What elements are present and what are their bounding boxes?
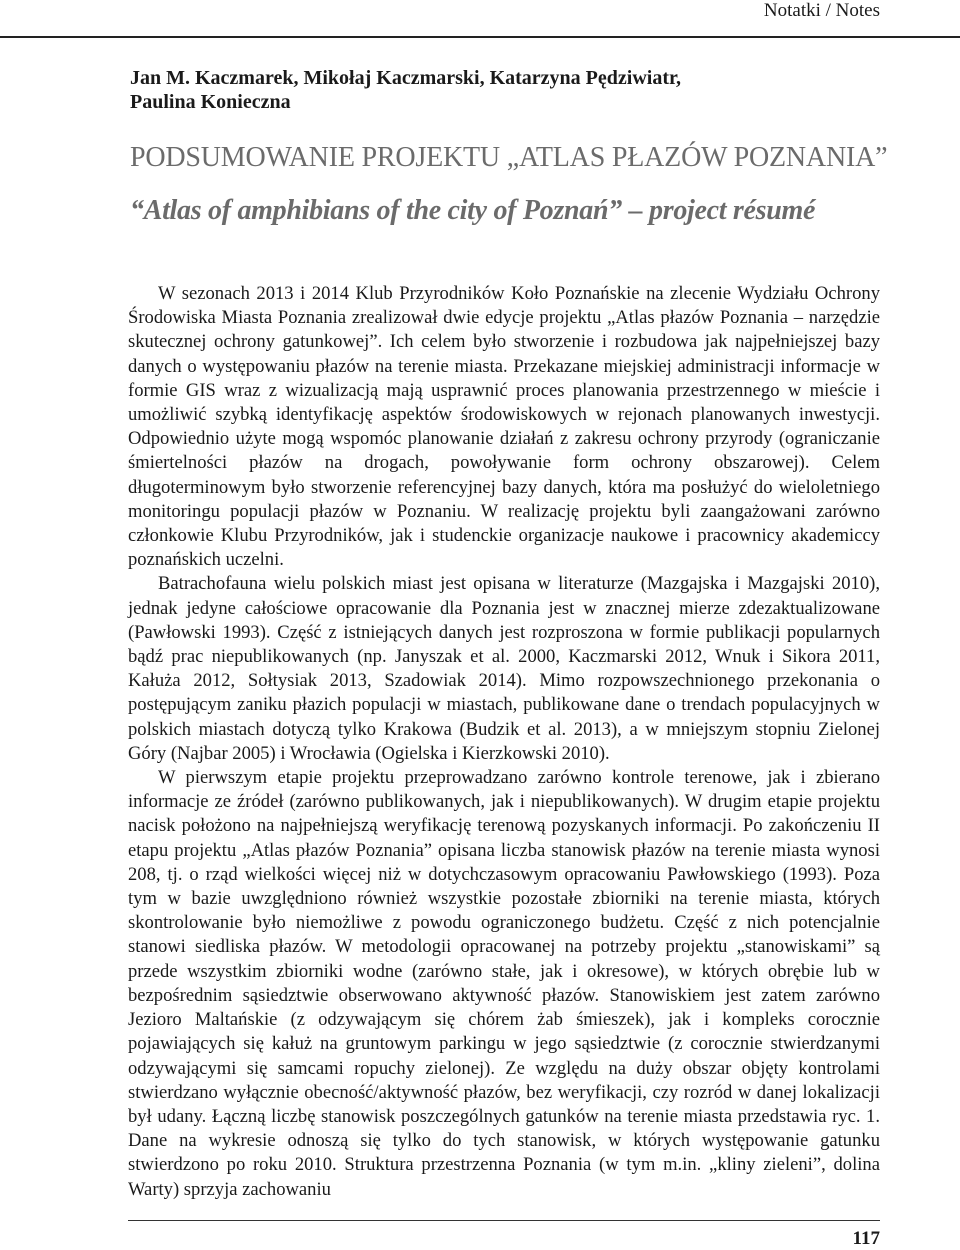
authors-line: Paulina Konieczna bbox=[130, 91, 291, 113]
article-authors bbox=[130, 66, 890, 114]
article-body bbox=[128, 282, 880, 1202]
article-title-english: “Atlas of amphibians of the city of Poznań” – project résumé bbox=[130, 195, 816, 226]
body-paragraph: Batrachofauna wielu polskich miast jest opisana w literaturze (Mazgajska i Mazgajski 2010), jednak jedyne całościowe opracowanie dla Poznania jest w znacznej mierze zdezaktualizowane (Pawłowski 1993). Część z istniejących danych jest rozproszona w formie publikacji popularnych bądź prac niepublikowanych (np. Janyszak et al. 2000, Kaczmarski 2012, Wnuk i Sikora 2011, Kałuża 2012, Sołtysiak 2013, Szadowiak 2014). Mimo rozpowszechnionego przekonania o postępującym zaniku płazich populacji w miastach, publikowane dane o trendach populacyjnych w polskich miastach dotyczą tylko Krakowa (Budzik et al. 2013), a w mniejszym stopniu Zielonej Góry (Najbar 2005) i Wrocławia (Ogielska i Kierzkowski 2010). bbox=[128, 573, 880, 764]
header-rule bbox=[0, 36, 960, 38]
running-head: Notatki / Notes bbox=[763, 0, 880, 21]
footer-rule bbox=[128, 1220, 880, 1221]
page-number: 117 bbox=[852, 1228, 880, 1249]
article-title-polish: PODSUMOWANIE PROJEKTU „ATLAS PŁAZÓW POZNANIA” bbox=[130, 142, 888, 173]
authors-line: Jan M. Kaczmarek, Mikołaj Kaczmarski, Katarzyna Pędziwiatr, bbox=[130, 67, 682, 89]
body-paragraph: W pierwszym etapie projektu przeprowadzano zarówno kontrole terenowe, jak i zbierano informacje ze źródeł (zarówno publikowanych, jak i niepublikowanych). W drugim etapie projektu nacisk położono na najpełniejszą weryfikację terenową pozyskanych informacji. Po zakończeniu II etapu projektu „Atlas płazów Poznania” opisana liczba stanowisk płazów na terenie miasta wynosi 208, tj. o rząd wielkości więcej niż w dotychczasowym opracowaniu Pawłowskiego (1993). Poza tym w bazie uwzględniono również wszystkie pozostałe zbiorniki na terenie miasta, których skontrolowanie było niemożliwe z powodu ograniczonego budżetu. Część z nich potencjalnie stanowi siedliska płazów. W metodologii opracowanej na potrzeby projektu „stanowiskami” są przede wszystkim zbiorniki wodne (zarówno stałe, jak i okresowe), w których obrębie lub w bezpośrednim sąsiedztwie obserwowano aktywność płazów. Stanowiskiem jest zatem zarówno Jezioro Maltańskie (z odzywającym się chórem żab śmieszek), jak i kompleks corocznie pojawiających się kałuż na gruntowym parkingu w jego sąsiedztwie (z corocznie stwierdzanymi odzywającymi się samcami ropuchy zielonej). Ze względu na duży obszar objęty kontrolami stwierdzano wyłącznie obecność/aktywność płazów, bez weryfikacji, czy rozród w danej lokalizacji był udany. Łączną liczbę stanowisk poszczególnych gatunków na terenie miasta przedstawia ryc. 1. Dane na wykresie odnoszą się tylko do tych stanowisk, w których występowanie gatunku stwierdzono po roku 2010. Struktura przestrzenna Poznania (w tym m.in. „kliny zieleni”, dolina Warty) sprzyja zachowaniu bbox=[128, 767, 880, 1200]
body-paragraph: W sezonach 2013 i 2014 Klub Przyrodników Koło Poznańskie na zlecenie Wydziału Ochrony Środowiska Miasta Poznania zrealizował dwie edycje projektu „Atlas płazów Poznania – narzędzie skutecznej ochrony gatunkowej”. Ich celem było stworzenie i rozbudowa jak najpełniejszej bazy danych o występowaniu płazów na terenie miasta. Przekazane miejskiej administracji informacje w formie GIS wraz z wizualizacją mają usprawnić proces planowania przestrzennego w mieście i umożliwić szybką identyfikację aspektów środowiskowych w rejonach planowanych inwestycji. Odpowiednio użyte mogą wspomóc planowanie działań z zakresu ochrony przyrody (ograniczanie śmiertelności płazów na drogach, powoływanie form ochrony obszarowej). Celem długoterminowym było stworzenie referencyjnej bazy danych, która ma posłużyć do wieloletniego monitoringu populacji płazów w Poznaniu. W realizację projektu byli zaangażowani zarówno członkowie Klubu Przyrodników, jak i studenckie organizacje naukowe i pracownicy akademiccy poznańskich uczelni. bbox=[128, 283, 880, 571]
